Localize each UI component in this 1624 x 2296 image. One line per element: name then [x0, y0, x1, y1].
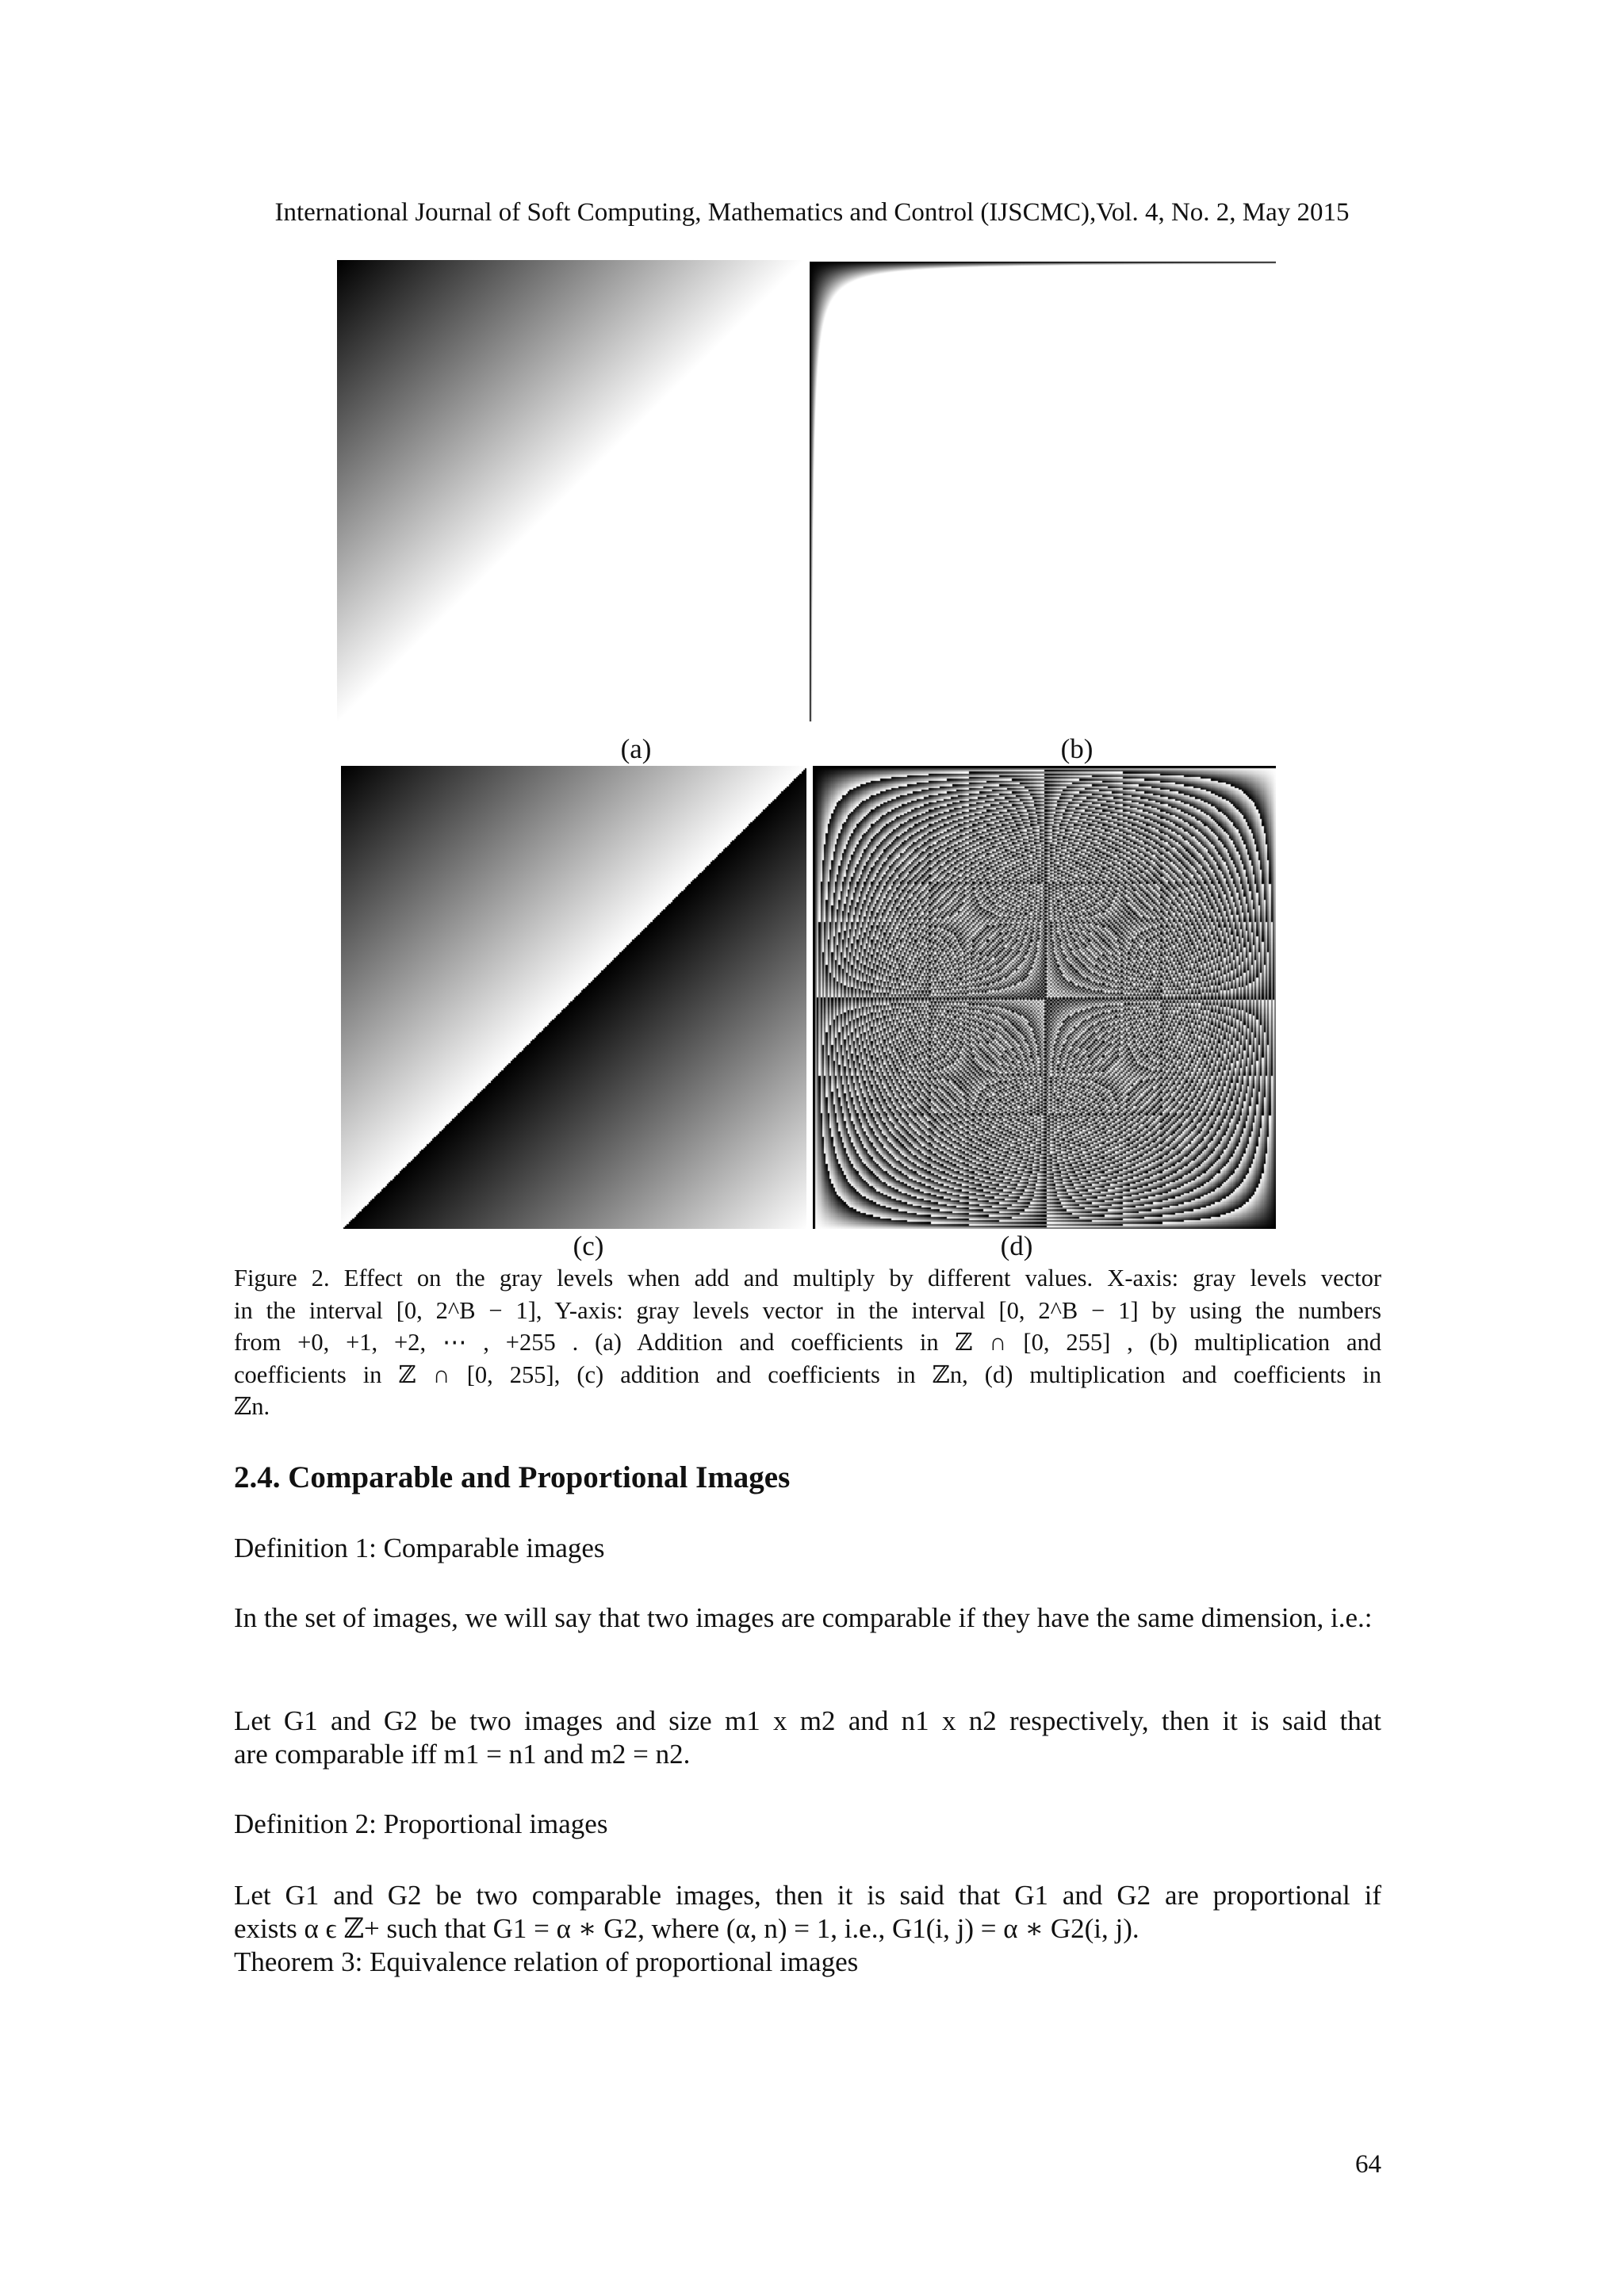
figure-panel-d	[813, 766, 1276, 1229]
panel-a-label: (a)	[620, 733, 652, 764]
figure-panel-b	[810, 262, 1276, 721]
definition-1-text: In the set of images, we will say that two images are comparable if they have the same dimension, i.e.:	[234, 1602, 1373, 1633]
panel-c-image	[341, 766, 806, 1229]
caption-line: ℤn.	[234, 1393, 270, 1420]
panel-d-label: (d)	[1000, 1230, 1033, 1261]
definition-2-title: Definition 2: Proportional images	[234, 1808, 608, 1839]
definition-1-let-line-1: Let G1 and G2 be two images and size m1 x m2 and n1 x n2 respectively, then it is said that	[234, 1705, 1381, 1736]
figure-caption	[234, 1262, 1381, 1423]
caption-line: Figure 2. Effect on the gray levels when add and multiply by different values. X-axis: gray levels vector	[234, 1265, 1381, 1292]
running-header: International Journal of Soft Computing, Mathematics and Control (IJSCMC),Vol. 4, No. 2, May 2015	[274, 198, 1350, 227]
definition-2-text-line-2: exists α ϵ ℤ+ such that G1 = α ∗ G2, where (α, n) = 1, i.e., G1(i, j) = α ∗ G2(i, j).	[234, 1913, 1139, 1944]
caption-line: in the interval [0, 2^B − 1], Y-axis: gray levels vector in the interval [0, 2^B − 1] by using the numbers	[234, 1296, 1381, 1324]
panel-a-image	[337, 260, 803, 721]
definition-1-title: Definition 1: Comparable images	[234, 1533, 605, 1563]
theorem-3-title: Theorem 3: Equivalence relation of proportional images	[234, 1946, 859, 1977]
definition-2-text-line-1: Let G1 and G2 be two comparable images, then it is said that G1 and G2 are proportional if	[234, 1880, 1381, 1911]
section-heading: 2.4. Comparable and Proportional Images	[234, 1460, 791, 1494]
caption-line: coefficients in ℤ ∩ [0, 255], (c) addition and coefficients in ℤn, (d) multiplication and coefficients in	[234, 1360, 1381, 1388]
panel-b-label: (b)	[1060, 733, 1094, 764]
figure-panel-a	[337, 260, 803, 721]
page-number: 64	[1355, 2150, 1381, 2179]
panel-b-image	[810, 262, 1276, 721]
panel-c-label: (c)	[573, 1230, 604, 1261]
caption-line: from +0, +1, +2, ⋯ , +255 . (a) Addition and coefficients in ℤ ∩ [0, 255] , (b) multiplication and	[234, 1329, 1381, 1356]
panel-d-image	[813, 766, 1276, 1229]
definition-1-let-line-2: are comparable iff m1 = n1 and m2 = n2.	[234, 1739, 691, 1770]
figure-panel-c	[341, 766, 806, 1229]
